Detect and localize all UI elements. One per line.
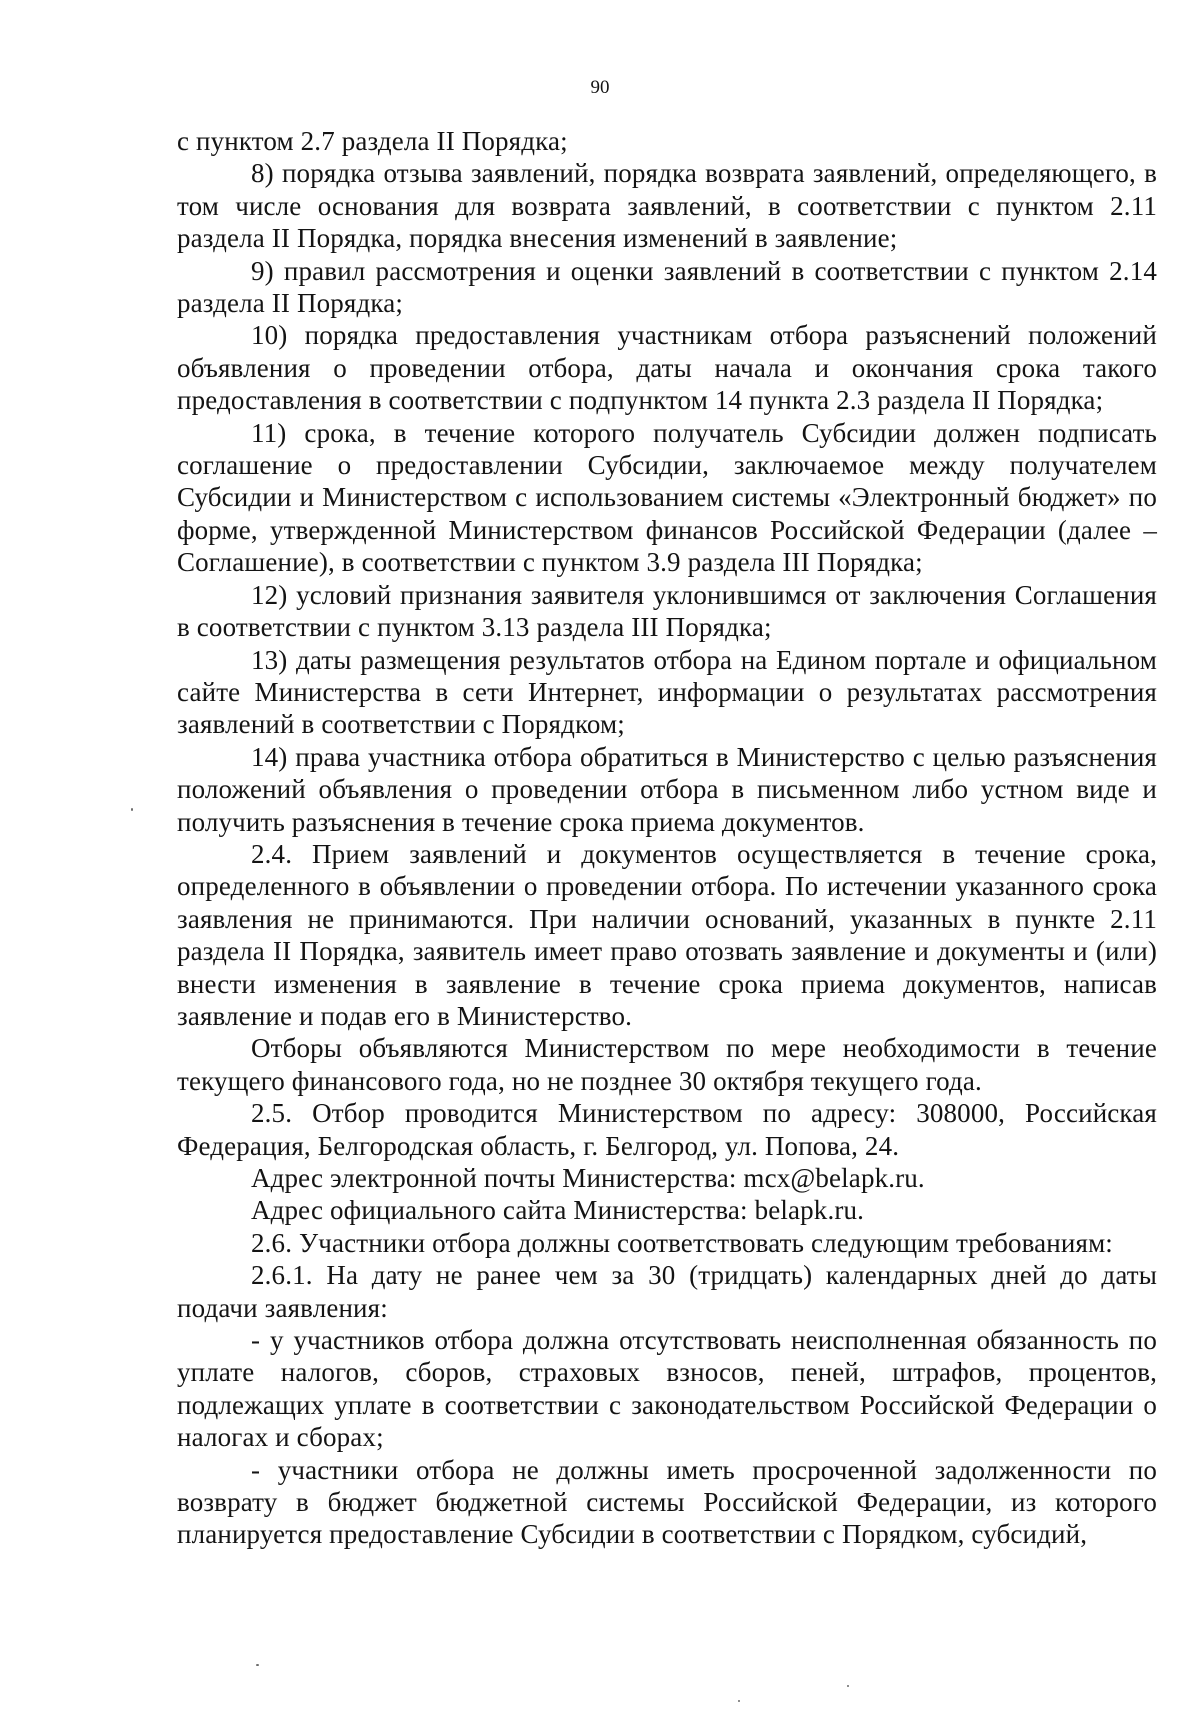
paragraph-continuation: с пунктом 2.7 раздела II Порядка; (177, 126, 568, 156)
paragraph-item-13: 13) даты размещения результатов отбора на Едином портале и официальном сайте Министерства в сети Интернет, информации о результатах рассмотрения заявлений в соответствии с Порядком; (177, 644, 1157, 740)
paragraph-selection-deadline: Отборы объявляются Министерством по мере необходимости в течение текущего финансового года, но не позднее 30 октября текущего года. (177, 1033, 1157, 1096)
paragraph-item-10: 10) порядка предоставления участникам отбора разъяснений положений объявления о проведении отбора, даты начала и окончания срока такого предоставления в соответствии с подпунктом 14 пункта 2.3 раздела II Порядка; (177, 320, 1157, 416)
scan-speck (256, 1664, 259, 1666)
paragraph-tax-requirement: - у участников отбора должна отсутствовать неисполненная обязанность по уплате налогов, сборов, страховых взносов, пеней, штрафов, процентов, подлежащих уплате в соответствии с законодательством Российской Федерации о налогах и сборах; (177, 1325, 1157, 1453)
scan-speck (847, 1685, 849, 1687)
paragraph-item-12: 12) условий признания заявителя уклонившимся от заключения Соглашения в соответствии с пунктом 3.13 раздела III Порядка; (177, 579, 1157, 643)
paragraph-2-4: 2.4. Прием заявлений и документов осуществляется в течение срока, определенного в объявлении о проведении отбора. По истечении указанного срока заявления не принимаются. При наличии оснований, указанных в пункте 2.11 раздела II Порядка, заявитель имеет право отозвать заявление и документы и (или) внести изменения в заявление в течение срока приема документов, написав заявление и подав его в Министерство. (177, 838, 1157, 1031)
paragraph-2-6-1: 2.6.1. На дату не ранее чем за 30 (тридцать) календарных дней до даты подачи заявления: (177, 1260, 1157, 1323)
document-body (177, 125, 1157, 1551)
paragraph-debt-requirement: - участники отбора не должны иметь просроченной задолженности по возврату в бюджет бюджетной системы Российской Федерации, из которого планируется предоставление Субсидии в соответствии с Порядком, субсидий, (177, 1454, 1157, 1550)
paragraph-item-9: 9) правил рассмотрения и оценки заявлений в соответствии с пунктом 2.14 раздела II Порядка; (177, 255, 1157, 319)
paragraph-email: Адрес электронной почты Министерства: mcx@belapk.ru. (251, 1163, 925, 1193)
paragraph-item-11: 11) срока, в течение которого получатель Субсидии должен подписать соглашение о предоставлении Субсидии, заключаемое между получателем Субсидии и Министерством с использованием системы «Электронный бюджет» по форме, утвержденной Министерством финансов Российской Федерации (далее – Соглашение), в соответствии с пунктом 3.9 раздела III Порядка; (177, 417, 1157, 578)
scan-speck (738, 1700, 740, 1702)
paragraph-2-5: 2.5. Отбор проводится Министерством по адресу: 308000, Российская Федерация, Белгородская область, г. Белгород, ул. Попова, 24. (177, 1098, 1157, 1161)
paragraph-website: Адрес официального сайта Министерства: belapk.ru. (251, 1195, 865, 1226)
paragraph-2-6: 2.6. Участники отбора должны соответствовать следующим требованиям: (251, 1227, 1113, 1258)
scan-speck (131, 808, 133, 811)
page-number: 90 (590, 77, 610, 98)
paragraph-item-8: 8) порядка отзыва заявлений, порядка возврата заявлений, определяющего, в том числе основания для возврата заявлений, в соответствии с пунктом 2.11 раздела II Порядка, порядка внесения изменений в заявление; (177, 158, 1157, 254)
paragraph-item-14: 14) права участника отбора обратиться в Министерство с целью разъяснения положений объявления о проведении отбора в письменном либо устном виде и получить разъяснения в течение срока приема документов. (177, 741, 1157, 837)
